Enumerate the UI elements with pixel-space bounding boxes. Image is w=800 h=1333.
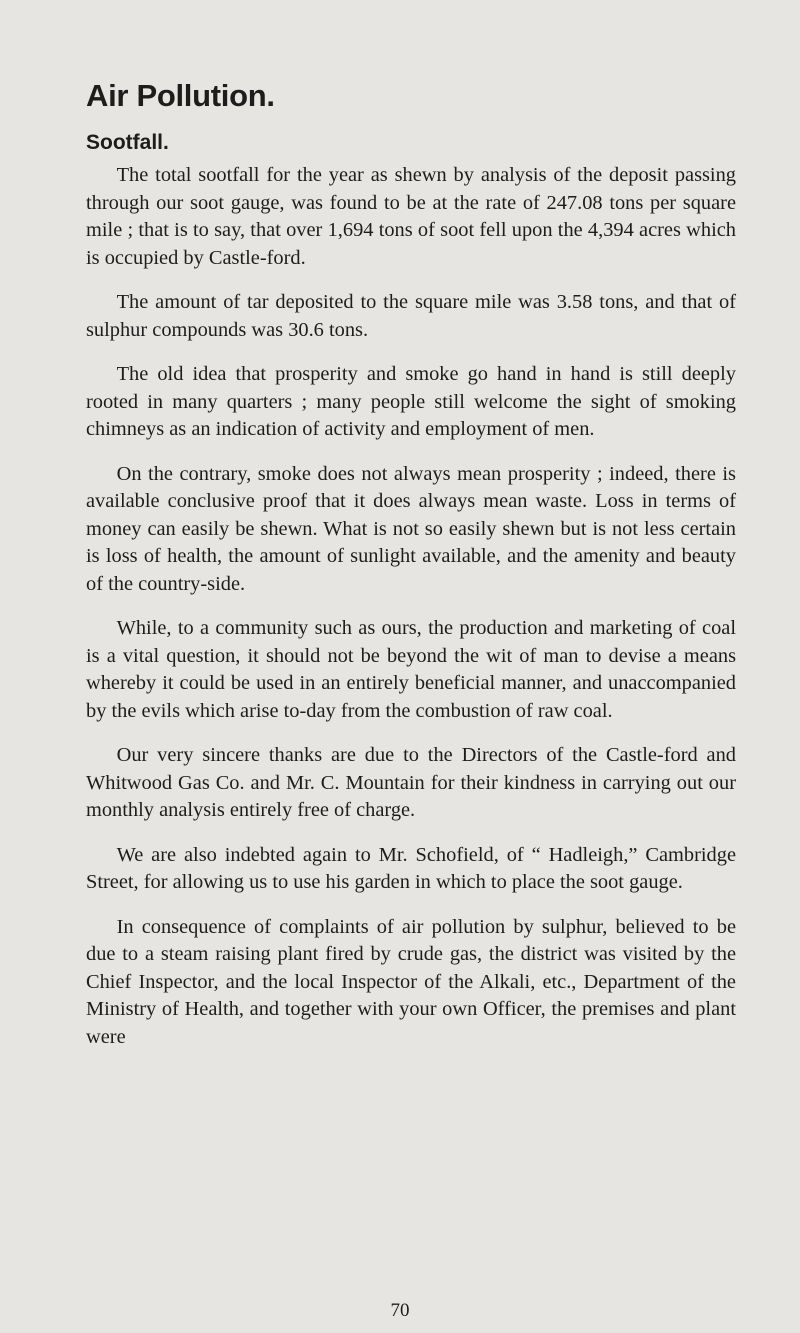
paragraph-thanks-gas-co: Our very sincere thanks are due to the Directors of the Castle-ford and Whitwood Gas Co. and Mr. C. Mountain for their kindness in carrying out our monthly analysis entirely free of charge. (86, 744, 736, 821)
paragraph-coal-question: While, to a community such as ours, the production and marketing of coal is a vital question, it should not be beyond the wit of man to devise a means whereby it could be used in an entirely beneficial manner, and unaccompanied by the evils which arise to-day from the combustion of raw coal. (86, 617, 736, 722)
paragraph-thanks-schofield: We are also indebted again to Mr. Schofield, of “ Hadleigh,” Cambridge Street, for allowing us to use his garden in which to place the soot gauge. (86, 843, 736, 893)
section-subtitle: Sootfall. (86, 131, 169, 154)
section-title: Air Pollution. (86, 78, 275, 113)
paragraph-smoke-waste: On the contrary, smoke does not always mean prosperity ; indeed, there is available conclusive proof that it does always mean waste. Loss in terms of money can easily be shewn. What is not so easily shewn but is not less certain is loss of health, the amount of sunlight available, and the amenity and beauty of the country-side. (86, 462, 736, 595)
paragraph-sootfall-total: The total sootfall for the year as shewn by analysis of the deposit passing through our soot gauge, was found to be at the rate of 247.08 tons per square mile ; that is to say, that over 1,694 tons of soot fell upon the 4,394 acres which is occupied by Castle-ford. (86, 164, 736, 269)
page-number: 70 (390, 1300, 410, 1321)
body-text (86, 162, 736, 1068)
paragraph-sulphur-complaints: In consequence of complaints of air pollution by sulphur, believed to be due to a steam raising plant fired by crude gas, the district was visited by the Chief Inspector, and the local Inspector of the Alkali, etc., Department of the Ministry of Health, and together with your own Officer, the premises and plant were (86, 915, 736, 1048)
paragraph-prosperity-idea: The old idea that prosperity and smoke go hand in hand is still deeply rooted in many quarters ; many people still welcome the sight of smoking chimneys as an indication of activity and employment of men. (86, 363, 736, 440)
paragraph-tar-sulphur: The amount of tar deposited to the square mile was 3.58 tons, and that of sulphur compounds was 30.6 tons. (86, 291, 736, 341)
